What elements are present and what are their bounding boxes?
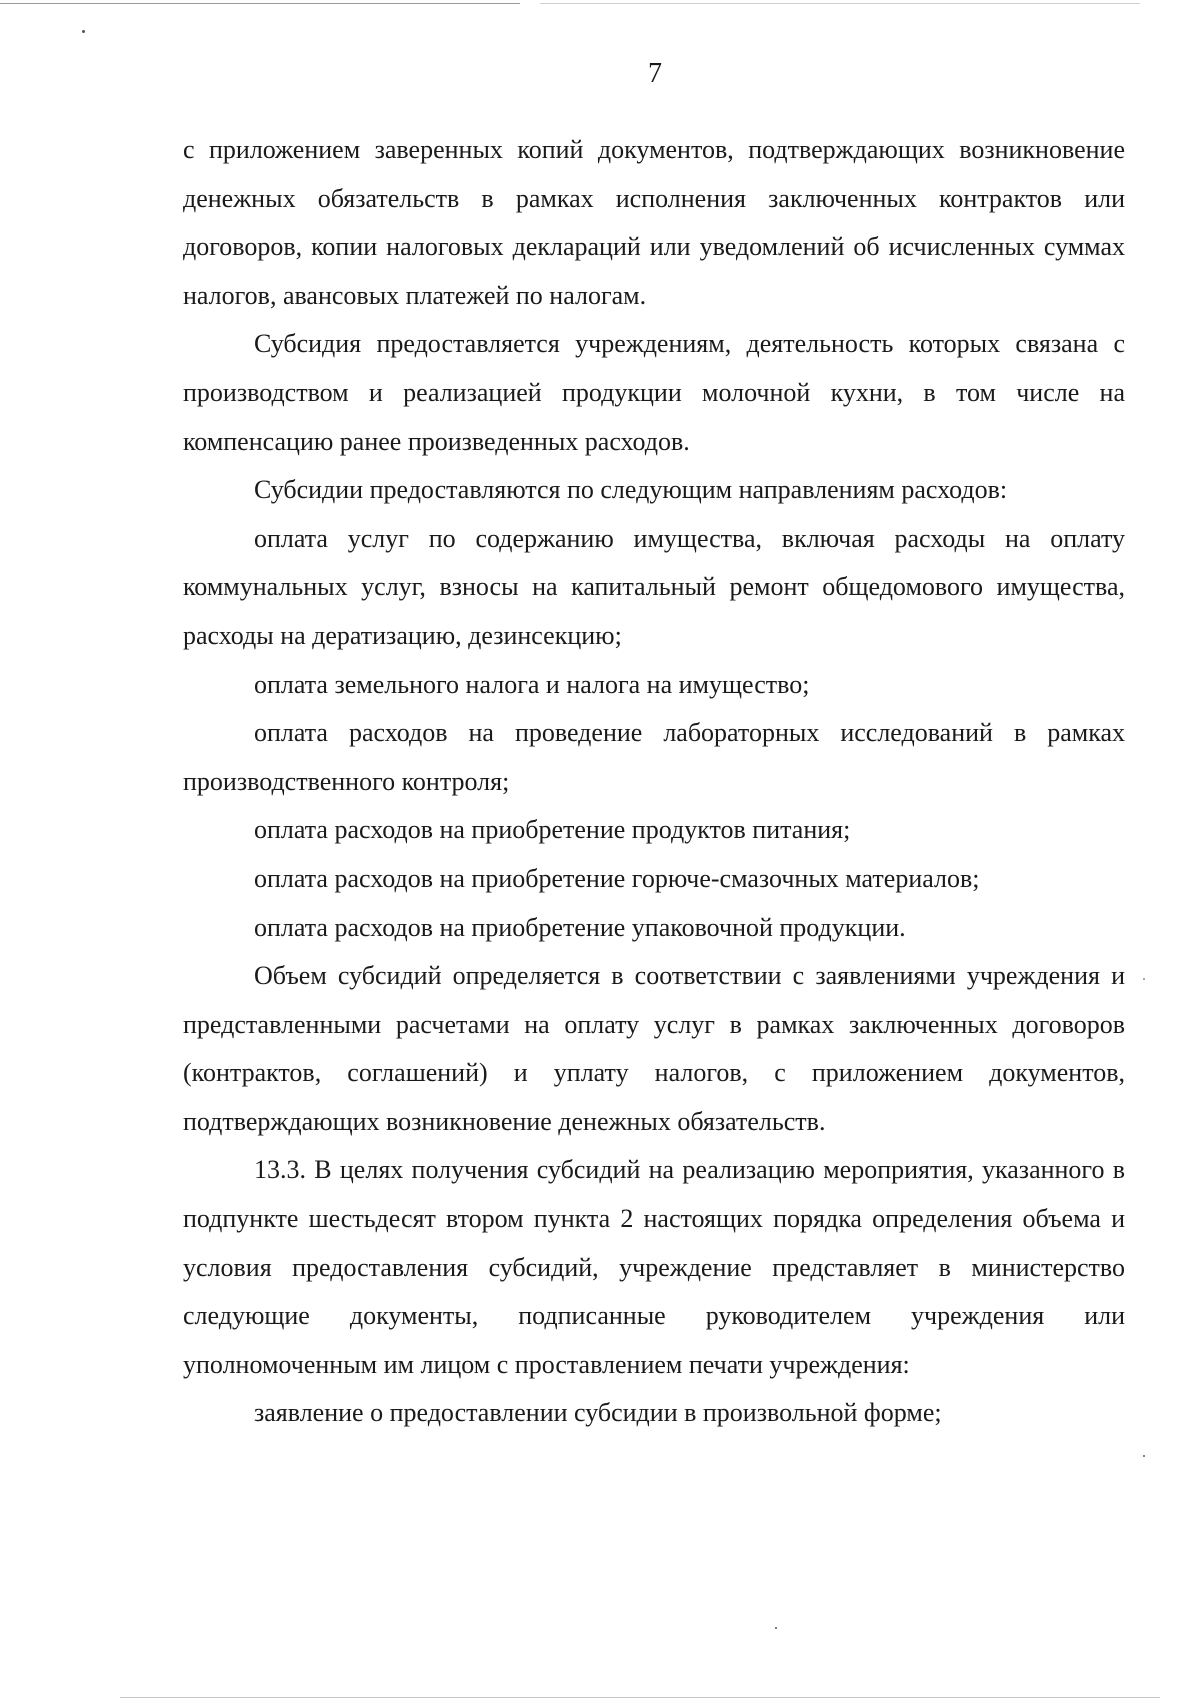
- scan-edge-line-top-right: [540, 3, 1140, 4]
- scan-speck: [775, 1627, 777, 1629]
- list-item-paragraph: оплата расходов на приобретение упаковочной продукции.: [254, 912, 906, 942]
- paragraph: с приложением заверенных копий документов, подтверждающих возникновение денежных обязательств в рамках исполнения заключенных контрактов или договоров, копии налоговых деклараций или уведомлений об исчисленных суммах налогов, авансовых платежей по налогам.: [183, 135, 1125, 310]
- body-text: [183, 126, 1125, 1438]
- scan-speck: [1143, 978, 1145, 980]
- scan-edge-line-top: [0, 3, 520, 4]
- list-item-paragraph: оплата расходов на проведение лабораторных исследований в рамках производственного контроля;: [183, 718, 1125, 796]
- list-item-paragraph: заявление о предоставлении субсидии в произвольной форме;: [254, 1398, 942, 1428]
- page-number: 7: [648, 58, 662, 89]
- paragraph: Объем субсидий определяется в соответствии с заявлениями учреждения и представленными расчетами на оплату услуг в рамках заключенных договоров (контрактов, соглашений) и уплату налогов, с приложением документов, подтверждающих возникновение денежных обязательств.: [183, 961, 1125, 1136]
- list-item-paragraph: оплата услуг по содержанию имущества, включая расходы на оплату коммунальных услуг, взносы на капитальный ремонт общедомового имущества, расходы на дератизацию, дезинсекцию;: [183, 523, 1125, 650]
- paragraph: Субсидии предоставляются по следующим направлениям расходов:: [254, 475, 1008, 505]
- list-item-paragraph: оплата расходов на приобретение продуктов питания;: [254, 815, 851, 845]
- paragraph: Субсидия предоставляется учреждениям, деятельность которых связана с производством и реализацией продукции молочной кухни, в том числе на компенсацию ранее произведенных расходов.: [183, 329, 1125, 456]
- list-item-paragraph: оплата расходов на приобретение горюче-смазочных материалов;: [254, 863, 980, 893]
- scan-speck: [1143, 1455, 1145, 1457]
- scan-speck: [82, 30, 85, 33]
- scan-edge-line-bottom: [120, 1697, 1160, 1698]
- list-item-paragraph: оплата земельного налога и налога на имущество;: [254, 669, 810, 699]
- section-paragraph-13-3: 13.3. В целях получения субсидий на реализацию мероприятия, указанного в подпункте шестьдесят втором пункта 2 настоящих порядка определения объема и условия предоставления субсидий, учреждение представляет в министерство следующие документы, подписанные руководителем учреждения или уполномоченным им лицом с проставлением печати учреждения:: [183, 1155, 1125, 1379]
